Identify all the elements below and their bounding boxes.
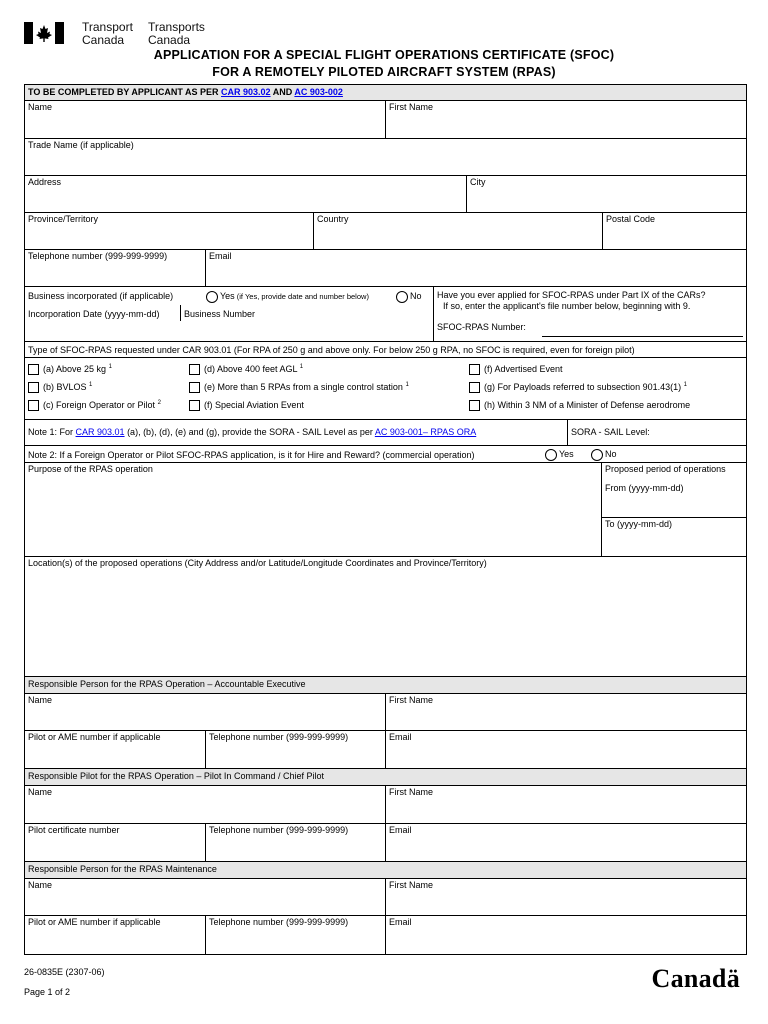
type-e-option[interactable]: (e) More than 5 RPAs from a single control station $^1$ (189, 381, 409, 393)
pilot-telephone-field[interactable]: Telephone number (999-999-9999) (205, 824, 385, 861)
accountable-pilot-ame-input[interactable] (28, 750, 202, 766)
type-f-advertised-checkbox[interactable] (469, 364, 480, 375)
period-from-field[interactable] (602, 463, 746, 518)
country-field[interactable]: Country (313, 213, 602, 249)
location-field[interactable]: Location(s) of the proposed operations (City Address and/or Latitude/Longitude Coordinates and Province/Territory) (28, 558, 487, 568)
province-input[interactable] (28, 231, 310, 247)
business-incorporation-group (25, 287, 434, 341)
pilot-email-input[interactable] (389, 843, 743, 859)
hire-reward-yes-option[interactable]: Yes (545, 448, 574, 461)
accountable-telephone-field[interactable]: Telephone number (999-999-9999) (205, 731, 385, 768)
address-field[interactable]: Address (25, 176, 466, 212)
pilot-certificate-field[interactable]: Pilot certificate number (25, 824, 205, 861)
pilot-in-command-heading: Responsible Pilot for the RPAS Operation – Pilot In Command / Chief Pilot (28, 771, 324, 781)
applicant-name-field[interactable]: Name (25, 101, 385, 138)
period-label: Proposed period of operations (605, 464, 726, 474)
form-number: 26-0835E (2307-06) (24, 967, 105, 977)
type-h-option[interactable]: (h) Within 3 NM of a Minister of Defense aerodrome (469, 399, 690, 411)
trade-name-field[interactable]: Trade Name (if applicable) (25, 139, 746, 175)
applicant-name-input[interactable] (28, 120, 382, 136)
maintenance-pilot-ame-input[interactable] (28, 936, 202, 952)
postal-code-field[interactable]: Postal Code (602, 213, 746, 249)
form-title-line-2: FOR A REMOTELY PILOTED AIRCRAFT SYSTEM (RPAS) (212, 65, 556, 79)
page-number: Page 1 of 2 (24, 987, 71, 997)
applicant-first-name-field[interactable]: First Name (385, 101, 746, 138)
telephone-field[interactable]: Telephone number (999-999-9999) (25, 250, 205, 286)
period-from-label: From (yyyy-mm-dd) (605, 483, 684, 493)
pilot-certificate-input[interactable] (28, 843, 202, 859)
business-number-label: Business Number (184, 309, 256, 319)
maintenance-pilot-ame-field[interactable]: Pilot or AME number if applicable (25, 916, 205, 954)
city-input[interactable] (470, 194, 743, 210)
maintenance-email-input[interactable] (389, 936, 743, 952)
canada-wordmark: Canadä (651, 964, 740, 993)
sfoc-number-input[interactable] (542, 320, 743, 337)
city-field[interactable]: City (466, 176, 746, 212)
type-d-option[interactable]: (d) Above 400 feet AGL $^1$ (189, 363, 303, 375)
accountable-name-field[interactable]: Name (25, 694, 385, 730)
maintenance-email-field[interactable]: Email (385, 916, 746, 954)
pilot-telephone-input[interactable] (209, 843, 382, 859)
sfoc-application-form (24, 84, 747, 955)
applicant-section-heading: TO BE COMPLETED BY APPLICANT AS PER CAR 903.02 AND AC 903-002 (25, 85, 746, 101)
maintenance-name-input[interactable] (28, 897, 382, 913)
maintenance-telephone-input[interactable] (209, 936, 382, 952)
hire-reward-yes-radio[interactable] (545, 449, 557, 461)
hire-reward-no-option[interactable]: No (591, 448, 617, 461)
incorporated-yes-option[interactable]: Yes (if Yes, provide date and number below) (206, 290, 369, 303)
address-input[interactable] (28, 194, 463, 210)
type-g-option[interactable]: (g) For Payloads referred to subsection 901.43(1) $^1$ (469, 381, 687, 393)
country-input[interactable] (317, 231, 599, 247)
type-c-checkbox[interactable] (28, 400, 39, 411)
note-1: Note 1: For CAR 903.01 (a), (b), (d), (e) and (g), provide the SORA - SAIL Level as per AC 903-001– RPAS ORA (28, 427, 477, 437)
previous-application-question: Have you ever applied for SFOC-RPAS under Part IX of the CARs? (437, 290, 706, 300)
period-group (601, 463, 746, 556)
canada-flag-icon (24, 22, 64, 44)
previous-application-group (434, 287, 746, 341)
type-b-option[interactable]: (b) BVLOS $^1$ (28, 381, 92, 393)
type-a-option[interactable]: (a) Above 25 kg $^1$ (28, 363, 112, 375)
email-field[interactable]: Email (205, 250, 746, 286)
maintenance-telephone-field[interactable]: Telephone number (999-999-9999) (205, 916, 385, 954)
pilot-name-input[interactable] (28, 805, 382, 821)
maintenance-heading: Responsible Person for the RPAS Maintenance (28, 864, 217, 874)
type-g-checkbox[interactable] (469, 382, 480, 393)
maintenance-first-name-field[interactable]: First Name (385, 879, 746, 915)
postal-code-input[interactable] (606, 231, 743, 247)
previous-application-instruction: If so, enter the applicant's file number below, beginning with 9. (443, 301, 691, 311)
type-e-checkbox[interactable] (189, 382, 200, 393)
type-divider (25, 357, 746, 358)
trade-name-input[interactable] (28, 157, 743, 173)
accountable-first-name-field[interactable]: First Name (385, 694, 746, 730)
applicant-first-name-input[interactable] (389, 120, 743, 136)
accountable-first-name-input[interactable] (389, 712, 743, 728)
department-name-french: Transports Canada (148, 20, 205, 47)
car-903-01-link[interactable]: CAR 903.01 (75, 427, 125, 437)
maintenance-name-field[interactable]: Name (25, 879, 385, 915)
pilot-first-name-field[interactable]: First Name (385, 786, 746, 823)
telephone-input[interactable] (28, 268, 202, 284)
pilot-name-field[interactable]: Name (25, 786, 385, 823)
accountable-telephone-input[interactable] (209, 750, 382, 766)
incorporated-no-radio[interactable] (396, 291, 408, 303)
accountable-pilot-ame-field[interactable]: Pilot or AME number if applicable (25, 731, 205, 768)
type-f-advertised-option[interactable]: (f) Advertised Event (469, 363, 563, 375)
accountable-email-input[interactable] (389, 750, 743, 766)
type-f-special-option[interactable]: (f) Special Aviation Event (189, 399, 304, 411)
note-2: Note 2: If a Foreign Operator or Pilot SFOC-RPAS application, is it for Hire and Reward? (commercial operation) (28, 450, 475, 460)
incorporated-no-option[interactable]: No (396, 290, 422, 303)
pilot-first-name-input[interactable] (389, 805, 743, 821)
pilot-email-field[interactable]: Email (385, 824, 746, 861)
business-incorporated-label: Business incorporated (if applicable) (28, 291, 174, 301)
car-903-02-link[interactable]: CAR 903.02 (221, 87, 271, 97)
accountable-email-field[interactable]: Email (385, 731, 746, 768)
period-to-field[interactable] (602, 518, 746, 531)
ac-903-001-link[interactable]: AC 903-001– RPAS ORA (374, 427, 477, 437)
type-f-special-checkbox[interactable] (189, 400, 200, 411)
accountable-name-input[interactable] (28, 712, 382, 728)
period-to-label: To (yyyy-mm-dd) (605, 519, 672, 529)
inc-divider (180, 305, 181, 321)
province-field[interactable]: Province/Territory (25, 213, 313, 249)
incorporated-yes-radio[interactable] (206, 291, 218, 303)
maintenance-first-name-input[interactable] (389, 897, 743, 913)
type-a-checkbox[interactable] (28, 364, 39, 375)
type-d-checkbox[interactable] (189, 364, 200, 375)
type-c-option[interactable]: (c) Foreign Operator or Pilot $^2$ (28, 399, 161, 411)
sfoc-type-heading: Type of SFOC-RPAS requested under CAR 903.01 (For RPA of 250 g and above only. For below 250 g RPA, no SFOC is required, even for foreign pilot) (28, 345, 635, 355)
type-b-checkbox[interactable] (28, 382, 39, 393)
accountable-executive-heading: Responsible Person for the RPAS Operation – Accountable Executive (28, 679, 306, 689)
incorporation-date-label: Incorporation Date (yyyy-mm-dd) (28, 309, 160, 319)
sfoc-number-label: SFOC-RPAS Number: (437, 322, 526, 332)
type-h-checkbox[interactable] (469, 400, 480, 411)
purpose-field[interactable]: Purpose of the RPAS operation (28, 464, 153, 474)
form-title-line-1: APPLICATION FOR A SPECIAL FLIGHT OPERATIONS CERTIFICATE (SFOC) (153, 48, 615, 62)
email-input[interactable] (209, 268, 743, 284)
ac-903-002-link[interactable]: AC 903-002 (294, 87, 343, 97)
hire-reward-no-radio[interactable] (591, 449, 603, 461)
department-name-english: Transport Canada (82, 20, 133, 47)
sail-level-field[interactable]: SORA - SAIL Level: (567, 420, 746, 445)
